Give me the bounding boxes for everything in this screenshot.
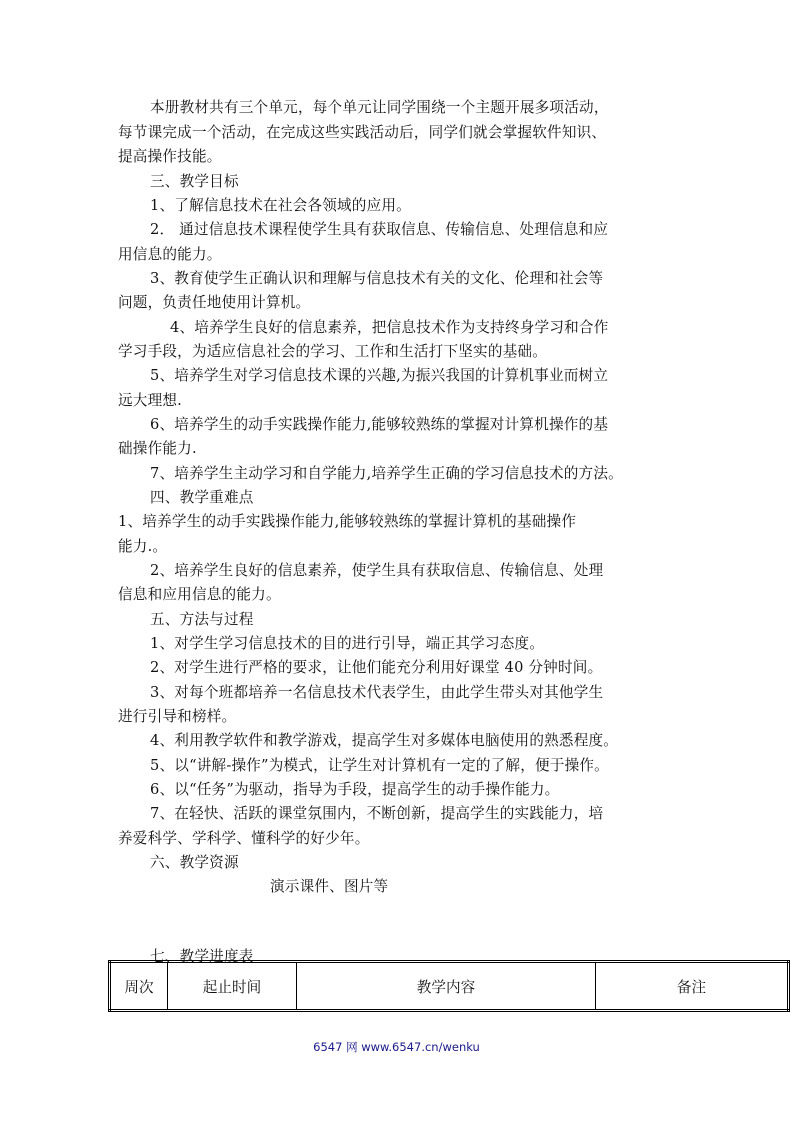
paragraph-line: 6、培养学生的动手实践操作能力,能够较熟练的掌握对计算机操作的基: [150, 416, 609, 433]
paragraph-line: 进行引导和榜样。: [118, 708, 237, 725]
section-heading-resources: 六、教学资源: [150, 854, 239, 871]
resources-text: 演示课件、图片等: [270, 878, 389, 895]
paragraph-line: 5、培养学生对学习信息技术课的兴趣,为振兴我国的计算机事业而树立: [150, 367, 609, 384]
paragraph-line: 学习手段，为适应信息社会的学习、工作和生活打下坚实的基础。: [118, 343, 548, 360]
paragraph-line: 4、利用教学软件和教学游戏，提高学生对多媒体电脑使用的熟悉程度。: [150, 732, 619, 749]
paragraph-line: 问题，负责任地使用计算机。: [118, 294, 311, 311]
paragraph-line: 1、了解信息技术在社会各领域的应用。: [150, 197, 411, 214]
paragraph-line: 本册教材共有三个单元，每个单元让同学围绕一个主题开展多项活动，: [150, 99, 609, 116]
section-heading-methods: 五、方法与过程: [150, 611, 254, 628]
paragraph-line: 1、对学生学习信息技术的目的进行引导，端正其学习态度。: [150, 635, 545, 652]
paragraph-line: 7、在轻快、活跃的课堂氛围内，不断创新，提高学生的实践能力，培: [150, 805, 604, 822]
section-heading-objectives: 三、教学目标: [150, 173, 239, 190]
footer-watermark: 6547 网 www.6547.cn/wenku: [313, 1040, 480, 1054]
paragraph-line: 能力.。: [118, 538, 168, 555]
header-content: 教学内容: [297, 962, 596, 1011]
paragraph-line: 用信息的能力。: [118, 246, 222, 263]
header-notes: 备注: [596, 962, 789, 1011]
paragraph-line: 远大理想.: [118, 392, 183, 409]
paragraph-line: 5、以“讲解-操作”为模式，让学生对计算机有一定的了解，便于操作。: [150, 757, 609, 774]
paragraph-line: 每节课完成一个活动，在完成这些实践活动后，同学们就会掌握软件知识、: [118, 124, 607, 141]
paragraph-line: 4、培养学生良好的信息素养，把信息技术作为支持终身学习和合作: [170, 319, 609, 336]
paragraph-line: 6、以“任务”为驱动，指导为手段，提高学生的动手操作能力。: [150, 781, 560, 798]
header-week: 周次: [110, 962, 168, 1011]
paragraph-line: 础操作能力.: [118, 440, 197, 457]
paragraph-line: 7、培养学生主动学习和自学能力,培养学生正确的学习信息技术的方法。: [150, 465, 623, 482]
section-heading-key-points: 四、教学重难点: [150, 489, 254, 506]
paragraph-line: 2、对学生进行严格的要求，让他们能充分利用好课堂 40 分钟时间。: [150, 659, 603, 676]
paragraph-line: 2． 通过信息技术课程使学生具有获取信息、传输信息、处理信息和应: [150, 221, 609, 238]
section-heading-schedule: 七、教学进度表: [150, 948, 254, 965]
header-dates: 起止时间: [168, 962, 297, 1011]
paragraph-line: 3、对每个班都培养一名信息技术代表学生，由此学生带头对其他学生: [150, 684, 604, 701]
paragraph-line: 信息和应用信息的能力。: [118, 586, 281, 603]
paragraph-line: 养爱科学、学科学、懂科学的好少年。: [118, 830, 370, 847]
paragraph-line: 2、培养学生良好的信息素养，使学生具有获取信息、传输信息、处理: [150, 562, 604, 579]
paragraph-line: 提高操作技能。: [118, 148, 222, 165]
table-header-row: [110, 962, 789, 1011]
paragraph-line: 3、教育使学生正确认识和理解与信息技术有关的文化、伦理和社会等: [150, 270, 604, 287]
schedule-table: [108, 960, 790, 1012]
paragraph-line: 1、培养学生的动手实践操作能力,能够较熟练的掌握计算机的基础操作: [118, 513, 577, 530]
